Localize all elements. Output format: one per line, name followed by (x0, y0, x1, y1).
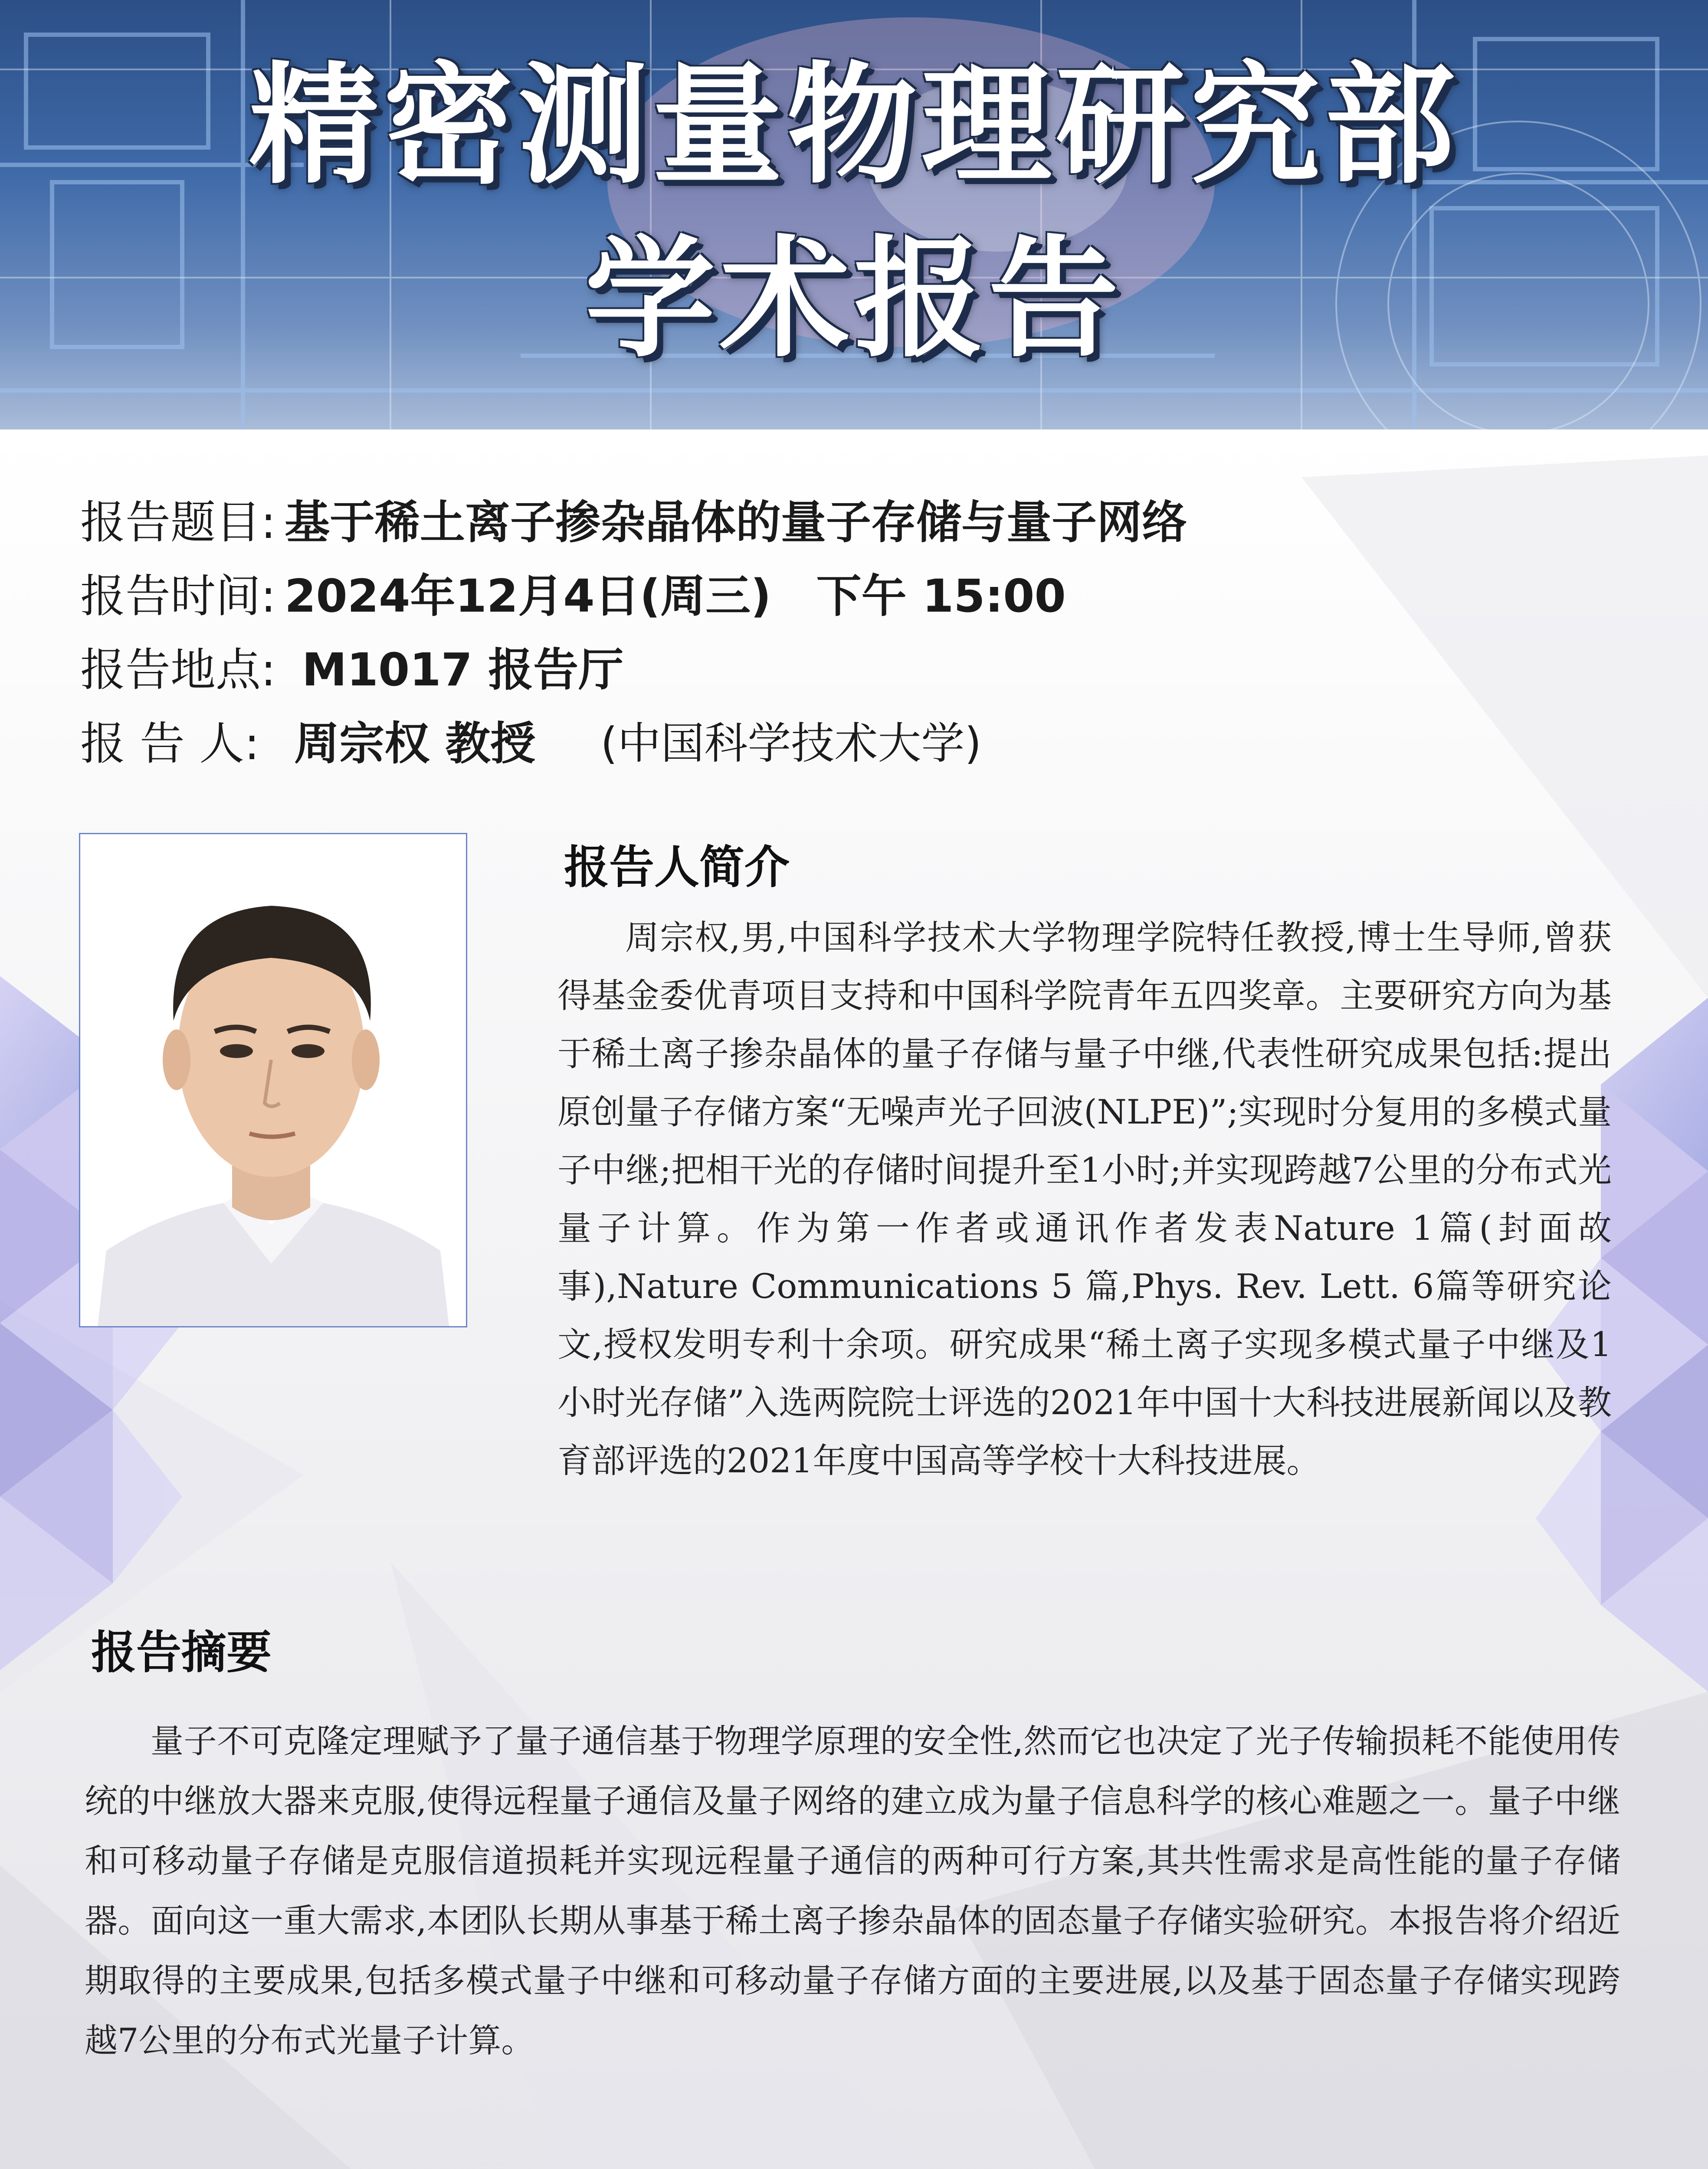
speaker-photo (79, 833, 467, 1327)
time-row (80, 555, 1642, 629)
speaker-value: 周宗权 教授 (294, 717, 536, 770)
place-row (80, 629, 1642, 703)
header-banner (0, 0, 1708, 429)
topic-row (80, 482, 1642, 555)
place-label: 报告地点: (80, 643, 276, 696)
bio-heading: 报告人简介 (564, 841, 790, 894)
speaker-label: 报 告 人: (80, 717, 260, 770)
speaker-affiliation: (中国科学技术大学) (600, 718, 982, 769)
bio-text: 周宗权,男,中国科学技术大学物理学院特任教授,博士生导师,曾获得基金委优青项目支持和中国科学院青年五四奖章。主要研究方向为基于稀土离子掺杂晶体的量子存储与量子中继,代表性研究成果包括:提出原创量子存储方案“无噪声光子回波(NLPE)”;实现时分复用的多模式量子中继;把相干光的存储时间提升至1小时;并实现跨越7公里的分布式光量子计算。作为第一作者或通讯作者发表Nature 1篇(封面故事),Nature Communications 5 篇,Phys. Rev. Lett. 6篇等研究论文,授权发明专利十余项。研究成果“稀土离子实现多模式量子中继及1小时光存储”入选两院院士评选的2021年中国十大科技进展新闻以及教育部评选的2021年度中国高等学校十大科技进展。 (557, 918, 1612, 1481)
talk-info (80, 482, 1642, 777)
place-value: M1017 报告厅 (302, 643, 624, 696)
speaker-portrait-image (80, 834, 466, 1326)
abstract-heading: 报告摘要 (91, 1626, 272, 1679)
topic-value: 基于稀土离子掺杂晶体的量子存储与量子网络 (285, 496, 1187, 549)
topic-label: 报告题目: (80, 496, 276, 549)
time-value: 2024年12月4日(周三) 下午 15:00 (285, 570, 1066, 623)
banner-title-line1: 精密测量物理研究部 (249, 50, 1459, 201)
banner-title-line2: 学术报告 (585, 223, 1123, 375)
abstract-text: 量子不可克隆定理赋予了量子通信基于物理学原理的安全性,然而它也决定了光子传输损耗不能使用传统的中继放大器来克服,使得远程量子通信及量子网络的建立成为量子信息科学的核心难题之一。量子中继和可移动量子存储是克服信道损耗并实现远程量子通信的两种可行方案,其共性需求是高性能的量子存储器。面向这一重大需求,本团队长期从事基于稀土离子掺杂晶体的固态量子存储实验研究。本报告将介绍近期取得的主要成果,包括多模式量子中继和可移动量子存储方面的主要进展,以及基于固态量子存储实现跨越7公里的分布式光量子计算。 (85, 1722, 1620, 2060)
speaker-row (80, 703, 1642, 777)
time-label: 报告时间: (80, 570, 276, 623)
